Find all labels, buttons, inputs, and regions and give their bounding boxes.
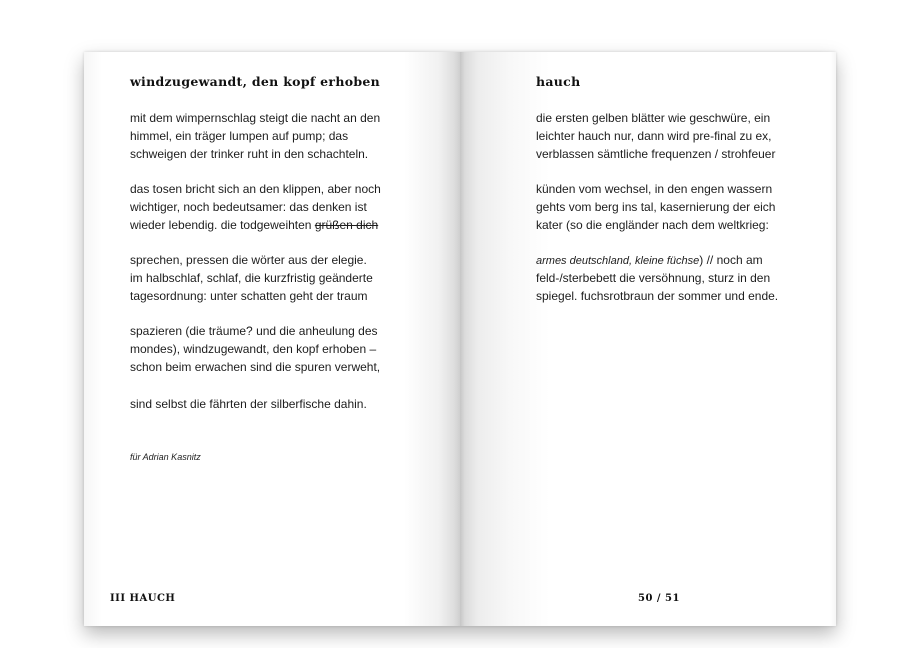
dedication: für Adrian Kasnitz [130,452,201,462]
poem-line: mit dem wimpernschlag steigt die nacht an den [130,111,381,125]
page-numbers: 50 / 51 [638,593,680,604]
poem-line: feld-/sterbebett die versöhnung, sturz in den [536,271,771,285]
poem-line: spiegel. fuchsrotbraun der sommer und ende. [536,289,779,303]
poem-line [536,251,778,269]
poem-line: tagesordnung: unter schatten geht der traum [130,289,368,303]
poem-line-text: ) // noch am [699,253,763,267]
poem-line: kater (so die engländer nach dem weltkrieg: [536,218,769,232]
right-poem-title: hauch [536,74,581,89]
left-stanza-3 [130,251,373,305]
poem-line: leichter hauch nur, dann wird pre-final zu ex, [536,129,772,143]
poem-line: schon beim erwachen sind die spuren verweht, [130,360,381,374]
right-stanza-1 [536,109,775,163]
poem-line: himmel, ein träger lumpen auf pump; das [130,129,349,143]
poem-line: schweigen der trinker ruht in den schachteln. [130,147,369,161]
left-stanza-5 [130,395,367,413]
left-stanza-4 [130,322,380,376]
left-stanza-1 [130,109,380,163]
poem-line: im halbschlaf, schlaf, die kurzfristig geänderte [130,271,373,285]
poem-line: sprechen, pressen die wörter aus der elegie. [130,253,367,267]
right-stanza-3 [536,251,778,305]
poem-line: die ersten gelben blätter wie geschwüre, ein [536,111,771,125]
book-spread [84,52,836,626]
poem-line [130,216,381,234]
section-label: III HAUCH [110,593,176,604]
left-poem-title: windzugewandt, den kopf erhoben [130,74,381,89]
poem-line: gehts vom berg ins tal, kasernierung der eich [536,200,776,214]
italic-text: armes deutschland, kleine füchse [536,255,700,267]
poem-line: künden vom wechsel, in den engen wassern [536,182,773,196]
poem-line: mondes), windzugewandt, den kopf erhoben – [130,342,377,356]
left-page [84,52,460,626]
poem-line: wichtiger, noch bedeutsamer: das denken ist [130,200,367,214]
poem-line: spazieren (die träume? und die anheulung des [130,324,378,338]
poem-line: verblassen sämtliche frequenzen / strohfeuer [536,147,776,161]
struck-through-text: grüßen dich [314,218,379,232]
poem-line: sind selbst die fährten der silberfische dahin. [130,397,367,411]
poem-line: das tosen bricht sich an den klippen, aber noch [130,182,381,196]
poem-line-text: wieder lebendig. die todgeweihten [130,218,315,232]
left-stanza-2 [130,180,381,234]
right-stanza-2 [536,180,775,234]
right-page [460,52,836,626]
